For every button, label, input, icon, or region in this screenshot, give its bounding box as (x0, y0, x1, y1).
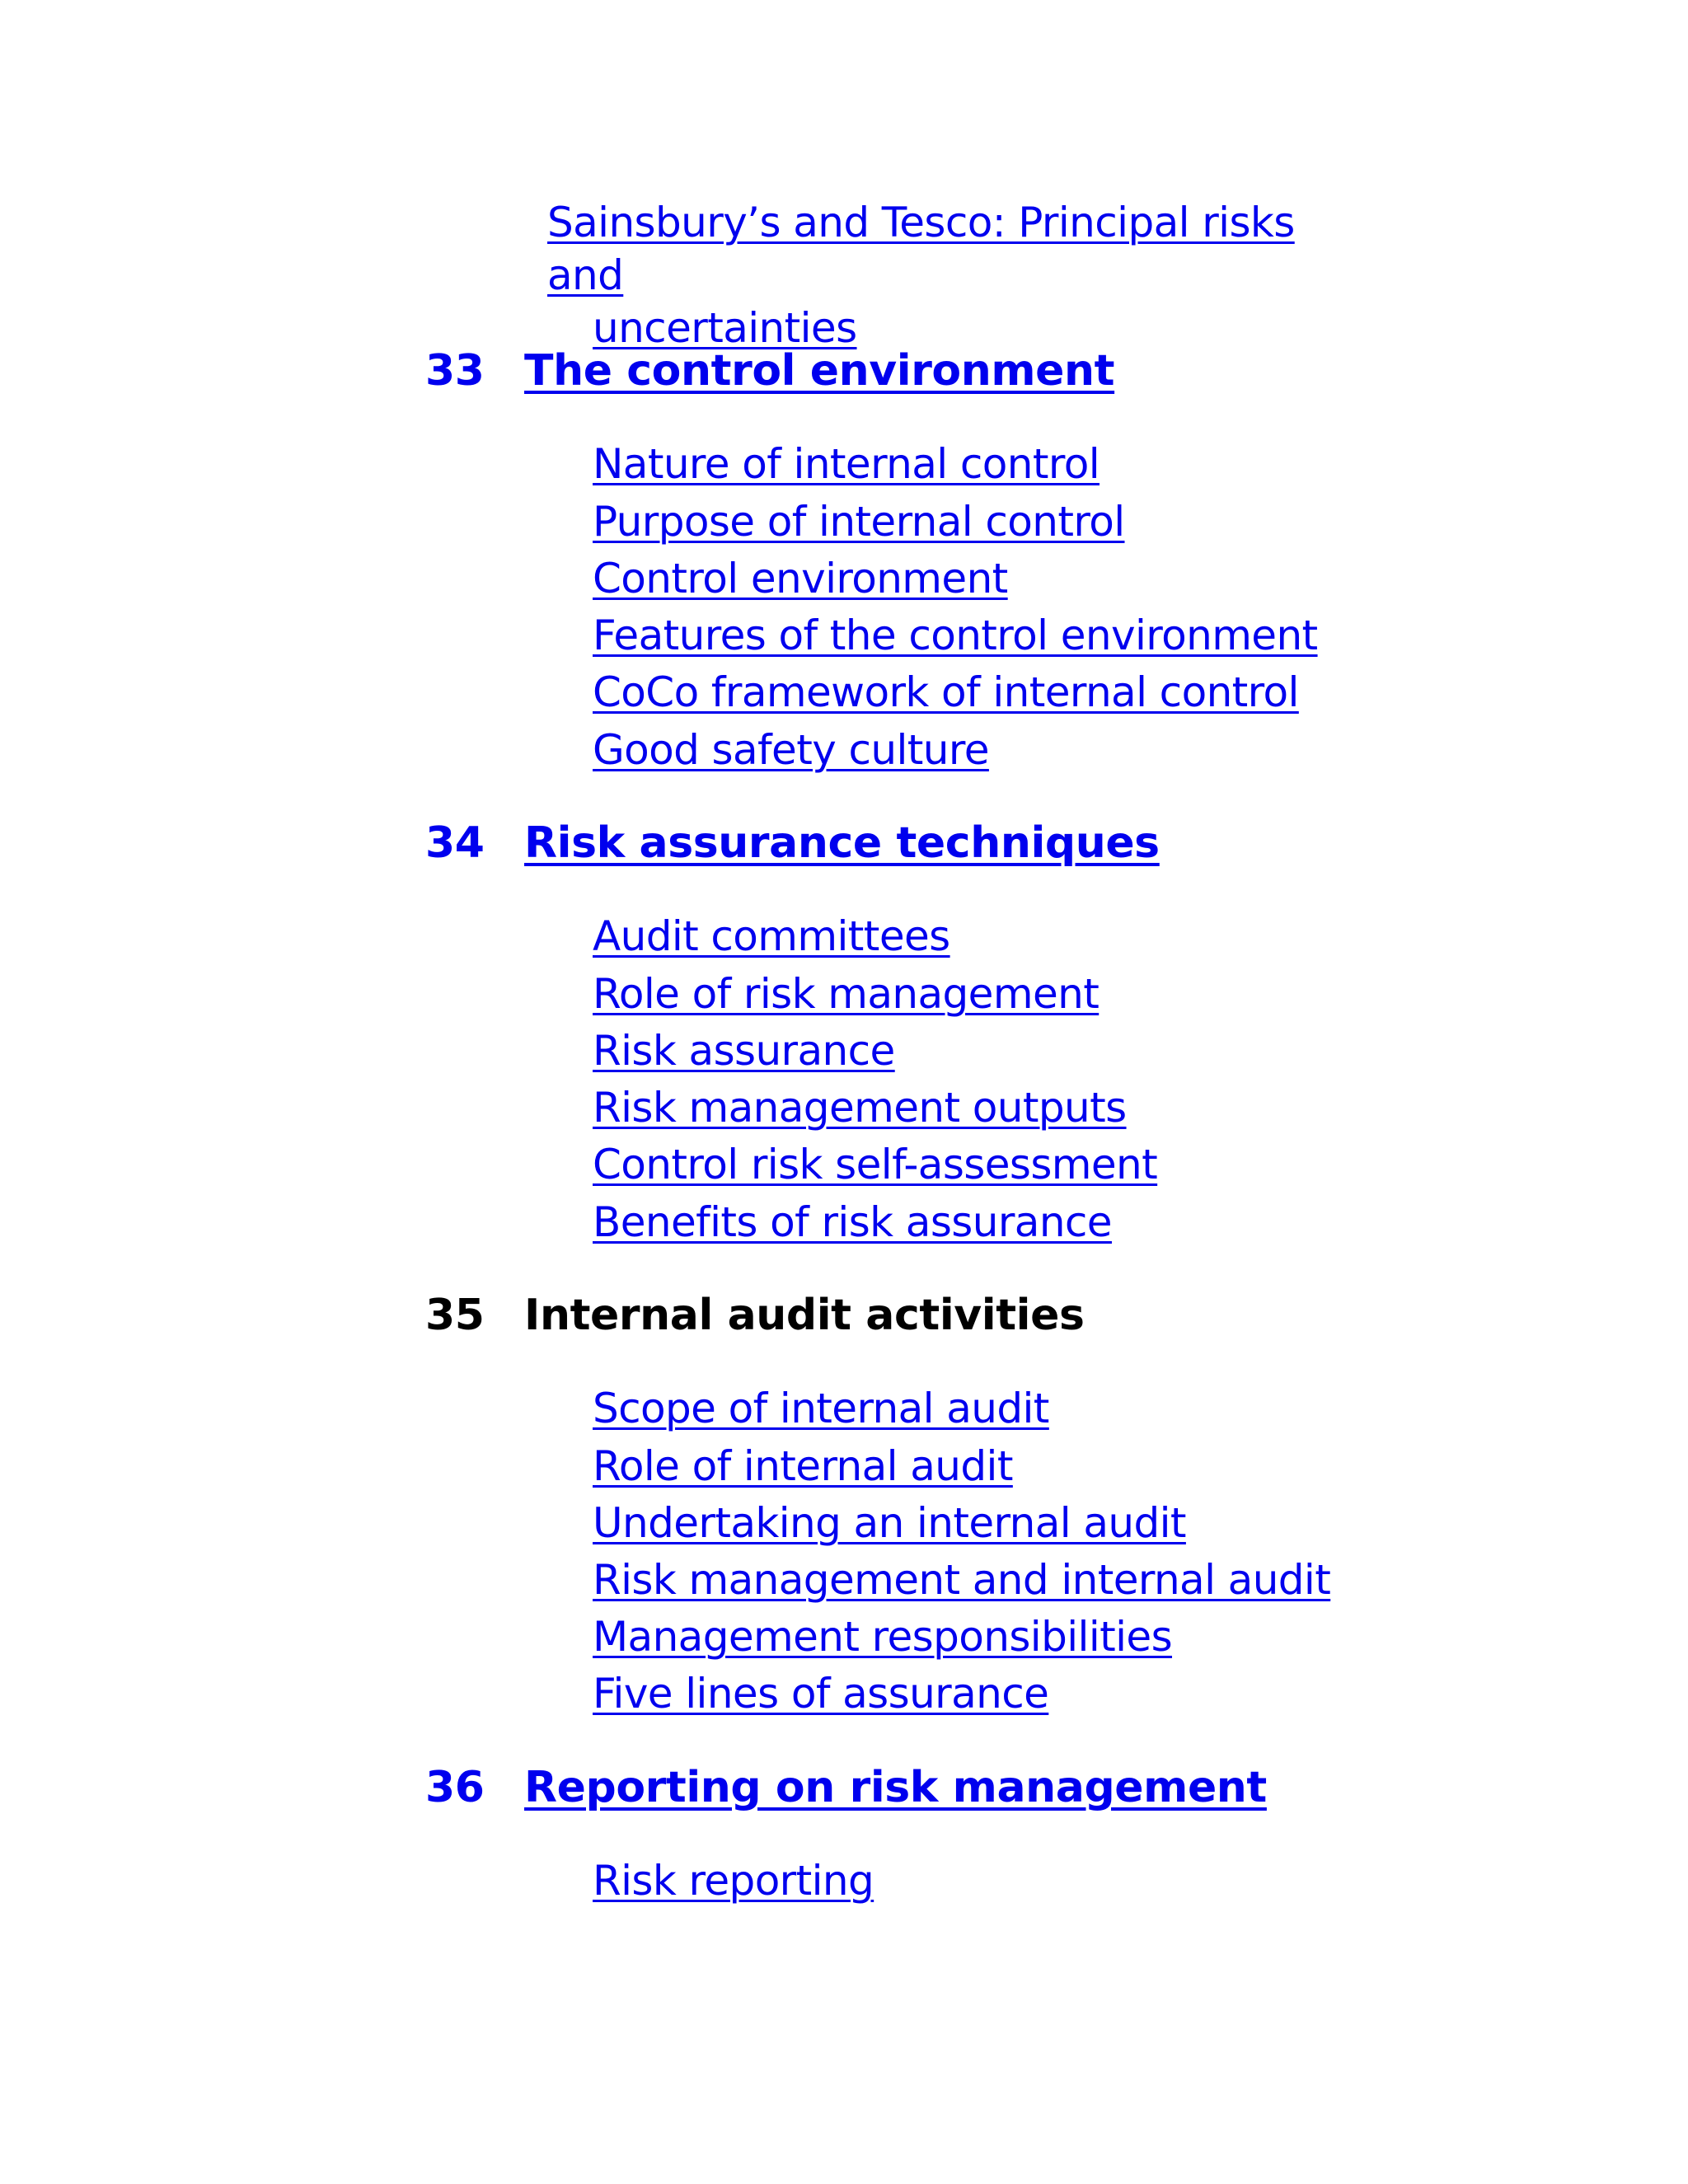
toc-link[interactable]: Risk management and internal audit (593, 1556, 1331, 1604)
section-heading-36[interactable] (425, 1760, 1267, 1815)
toc-link[interactable]: CoCo framework of internal control (593, 668, 1299, 716)
toc-link-text-line1: Sainsbury’s and Tesco: Principal risks and (547, 199, 1295, 299)
toc-link[interactable]: Scope of internal audit (593, 1385, 1049, 1432)
section-heading-35 (425, 1288, 1085, 1343)
toc-link[interactable]: Role of risk management (593, 970, 1100, 1018)
toc-link-text-line2: uncertainties (593, 304, 857, 352)
toc-link[interactable]: Nature of internal control (593, 440, 1100, 488)
toc-link-sainsburys-tesco[interactable] (547, 199, 1339, 354)
section-title: Reporting on risk management (524, 1763, 1267, 1812)
toc-link[interactable]: Undertaking an internal audit (593, 1499, 1186, 1547)
section-number: 34 (425, 818, 485, 868)
toc-link[interactable]: Five lines of assurance (593, 1670, 1049, 1718)
toc-link[interactable]: Purpose of internal control (593, 498, 1125, 546)
toc-link[interactable]: Control environment (593, 555, 1008, 602)
toc-intro-entry (547, 196, 1339, 354)
toc-link[interactable]: Role of internal audit (593, 1442, 1013, 1490)
toc-link[interactable]: Risk reporting (593, 1857, 874, 1905)
section-heading-33[interactable] (425, 344, 1114, 398)
toc-link[interactable]: Features of the control environment (593, 612, 1318, 659)
section-title: Risk assurance techniques (524, 818, 1160, 868)
toc-link[interactable]: Good safety culture (593, 726, 989, 774)
section-number: 35 (425, 1291, 485, 1340)
toc-link[interactable]: Management responsibilities (593, 1613, 1173, 1661)
section-heading-34[interactable] (425, 816, 1160, 870)
toc-link[interactable]: Control risk self-assessment (593, 1141, 1158, 1188)
section-number: 36 (425, 1763, 485, 1812)
toc-link[interactable]: Benefits of risk assurance (593, 1198, 1112, 1246)
section-number: 33 (425, 346, 485, 396)
section-title: Internal audit activities (524, 1291, 1085, 1340)
toc-link[interactable]: Risk assurance (593, 1027, 895, 1075)
toc-link[interactable]: Audit committees (593, 912, 950, 960)
toc-link[interactable]: Risk management outputs (593, 1084, 1127, 1132)
section-title: The control environment (524, 346, 1115, 396)
